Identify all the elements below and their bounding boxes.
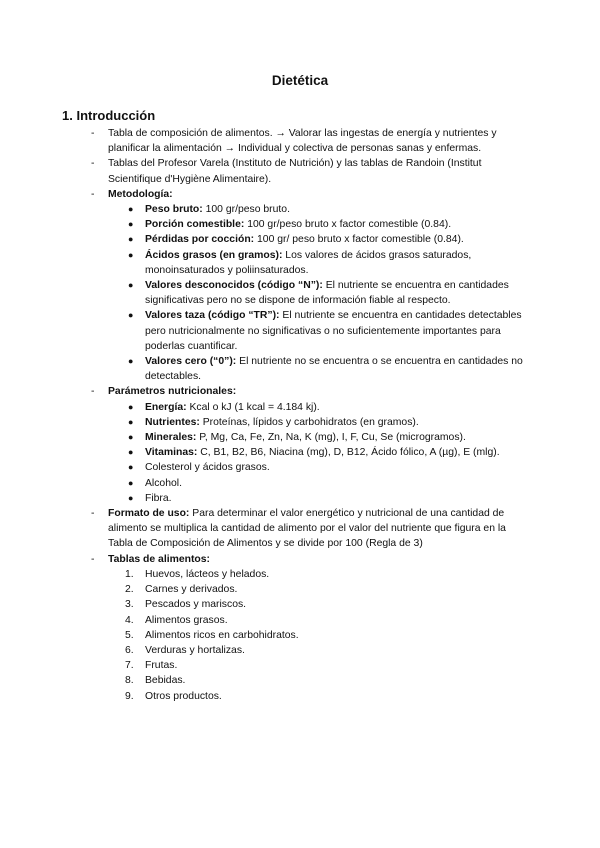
item-text: 100 gr/ peso bruto x factor comestible (0.84). xyxy=(254,234,464,246)
item-number: 5. xyxy=(125,629,134,641)
section-heading: 1. Introducción xyxy=(62,108,156,123)
list-item xyxy=(0,126,528,156)
item-text: El nutriente se encuentra en cantidades significativas pero no se dispone de información fiable al respecto. xyxy=(145,280,509,307)
item-number: 9. xyxy=(125,690,134,702)
item-text: El nutriente no se encuentra o se encuentra en cantidades no detectables. xyxy=(145,356,523,383)
list-item-tablas xyxy=(0,552,528,567)
item-number: 6. xyxy=(125,644,134,656)
tablas-heading: Tablas de alimentos: xyxy=(108,553,211,565)
bullet-item xyxy=(0,460,533,475)
bullet-item xyxy=(0,232,533,247)
bullet-icon: ● xyxy=(128,447,134,458)
bullet-icon: ● xyxy=(128,219,134,230)
formato-text: Para determinar el valor energético y nutricional de una cantidad de alimento se multiplica la cantidad de alimento por el valor del nutriente que figura en la Tabla de Composición de Alimentos y se divide por 100 (Regla de 3) xyxy=(108,508,506,550)
bullet-item xyxy=(0,430,533,445)
intro-list xyxy=(0,126,600,704)
bullet-item xyxy=(0,476,533,491)
bullet-item xyxy=(0,445,533,460)
bullet-item xyxy=(0,400,533,415)
item-text: Carnes y derivados. xyxy=(145,584,238,596)
item-text: Fibra. xyxy=(145,492,172,504)
dash-marker: - xyxy=(91,188,95,200)
item-number: 3. xyxy=(125,599,134,611)
item-text: Alimentos ricos en carbohidratos. xyxy=(145,629,299,641)
list-item-metodologia xyxy=(0,187,528,202)
item-text: Tablas del Profesor Varela (Instituto de Nutrición) y las tablas de Randoin (Institut Scientifique d'Hygiène Alimentaire). xyxy=(108,158,482,185)
numbered-item xyxy=(0,658,600,673)
item-text: Alimentos grasos. xyxy=(145,614,228,626)
bullet-item xyxy=(0,278,533,308)
dash-marker: - xyxy=(91,553,95,565)
numbered-item xyxy=(0,613,600,628)
item-number: 1. xyxy=(125,568,134,580)
item-label: Energía: xyxy=(145,401,187,413)
numbered-item xyxy=(0,673,600,688)
item-label: Valores desconocidos (código “N”): xyxy=(145,280,323,292)
item-text: Los valores de ácidos grasos saturados, monoinsaturados y poliinsaturados. xyxy=(145,249,472,276)
bullet-item xyxy=(0,217,533,232)
numbered-item xyxy=(0,628,600,643)
item-label: Valores cero (“0”): xyxy=(145,356,237,368)
numbered-item xyxy=(0,582,600,597)
item-label: Valores taza (código “TR”): xyxy=(145,310,280,322)
numbered-item xyxy=(0,597,600,612)
item-label: Nutrientes: xyxy=(145,416,200,428)
bullet-item xyxy=(0,354,533,384)
page-title: Dietética xyxy=(271,73,329,88)
item-label: Vitaminas: xyxy=(145,447,198,459)
bullet-item xyxy=(0,415,533,430)
item-text: Colesterol y ácidos grasos. xyxy=(145,462,270,474)
numbered-item xyxy=(0,643,600,658)
list-item-parametros xyxy=(0,384,528,399)
item-text: Verduras y hortalizas. xyxy=(145,644,245,656)
formato-label: Formato de uso: xyxy=(108,508,190,520)
item-text: Huevos, lácteos y helados. xyxy=(145,568,270,580)
item-text: Kcal o kJ (1 kcal = 4.184 kj). xyxy=(186,401,320,413)
item-text: Bebidas. xyxy=(145,675,186,687)
item-text: Frutas. xyxy=(145,660,178,672)
bullet-icon: ● xyxy=(128,204,134,215)
bullet-icon: ● xyxy=(128,416,134,427)
bullet-icon: ● xyxy=(128,401,134,412)
parametros-heading: Parámetros nutricionales: xyxy=(108,386,237,398)
bullet-icon: ● xyxy=(128,234,134,245)
item-text: Alcohol. xyxy=(145,477,182,489)
item-label: Porción comestible: xyxy=(145,219,245,231)
item-text: Proteínas, lípidos y carbohidratos (en gramos). xyxy=(199,416,419,428)
item-text: 100 gr/peso bruto. xyxy=(202,204,290,216)
bullet-item xyxy=(0,491,533,506)
item-text: Tabla de composición de alimentos. → Valorar las ingestas de energía y nutrientes y planificar la alimentación → Individual y colectiva de personas sanas y enfermas. xyxy=(108,128,497,155)
bullet-item xyxy=(0,202,533,217)
item-text: C, B1, B2, B6, Niacina (mg), D, B12, Ácido fólico, A (µg), E (mlg). xyxy=(197,447,500,459)
bullet-icon: ● xyxy=(128,462,134,473)
item-number: 4. xyxy=(125,614,134,626)
item-text: Pescados y mariscos. xyxy=(145,599,247,611)
item-label: Peso bruto: xyxy=(145,204,203,216)
bullet-icon: ● xyxy=(128,280,134,291)
bullet-icon: ● xyxy=(128,492,134,503)
bullet-icon: ● xyxy=(128,432,134,443)
dash-marker: - xyxy=(91,386,95,398)
dash-marker: - xyxy=(91,508,95,520)
item-text: Otros productos. xyxy=(145,690,222,702)
list-item xyxy=(0,156,528,186)
item-text: P, Mg, Ca, Fe, Zn, Na, K (mg), I, F, Cu, Se (microgramos). xyxy=(196,432,466,444)
bullet-icon: ● xyxy=(128,310,134,321)
item-label: Ácidos grasos (en gramos): xyxy=(145,249,283,261)
item-number: 8. xyxy=(125,675,134,687)
bullet-item xyxy=(0,248,533,278)
bullet-icon: ● xyxy=(128,249,134,260)
list-item-formato xyxy=(0,506,528,552)
dash-marker: - xyxy=(91,128,95,139)
numbered-item xyxy=(0,567,600,582)
metodologia-heading: Metodología: xyxy=(108,188,173,200)
numbered-item xyxy=(0,689,600,704)
dash-marker: - xyxy=(91,158,95,170)
item-number: 2. xyxy=(125,584,134,596)
item-label: Minerales: xyxy=(145,432,197,444)
item-label: Pérdidas por cocción: xyxy=(145,234,255,246)
item-text: 100 gr/peso bruto x factor comestible (0.84). xyxy=(244,219,452,231)
bullet-icon: ● xyxy=(128,356,134,367)
bullet-icon: ● xyxy=(128,477,134,488)
item-text: El nutriente se encuentra en cantidades detectables pero nutricionalmente no significativas o no suficientemente importantes para poderlas cuantificar. xyxy=(145,310,522,352)
bullet-item xyxy=(0,308,533,354)
item-number: 7. xyxy=(125,660,134,672)
